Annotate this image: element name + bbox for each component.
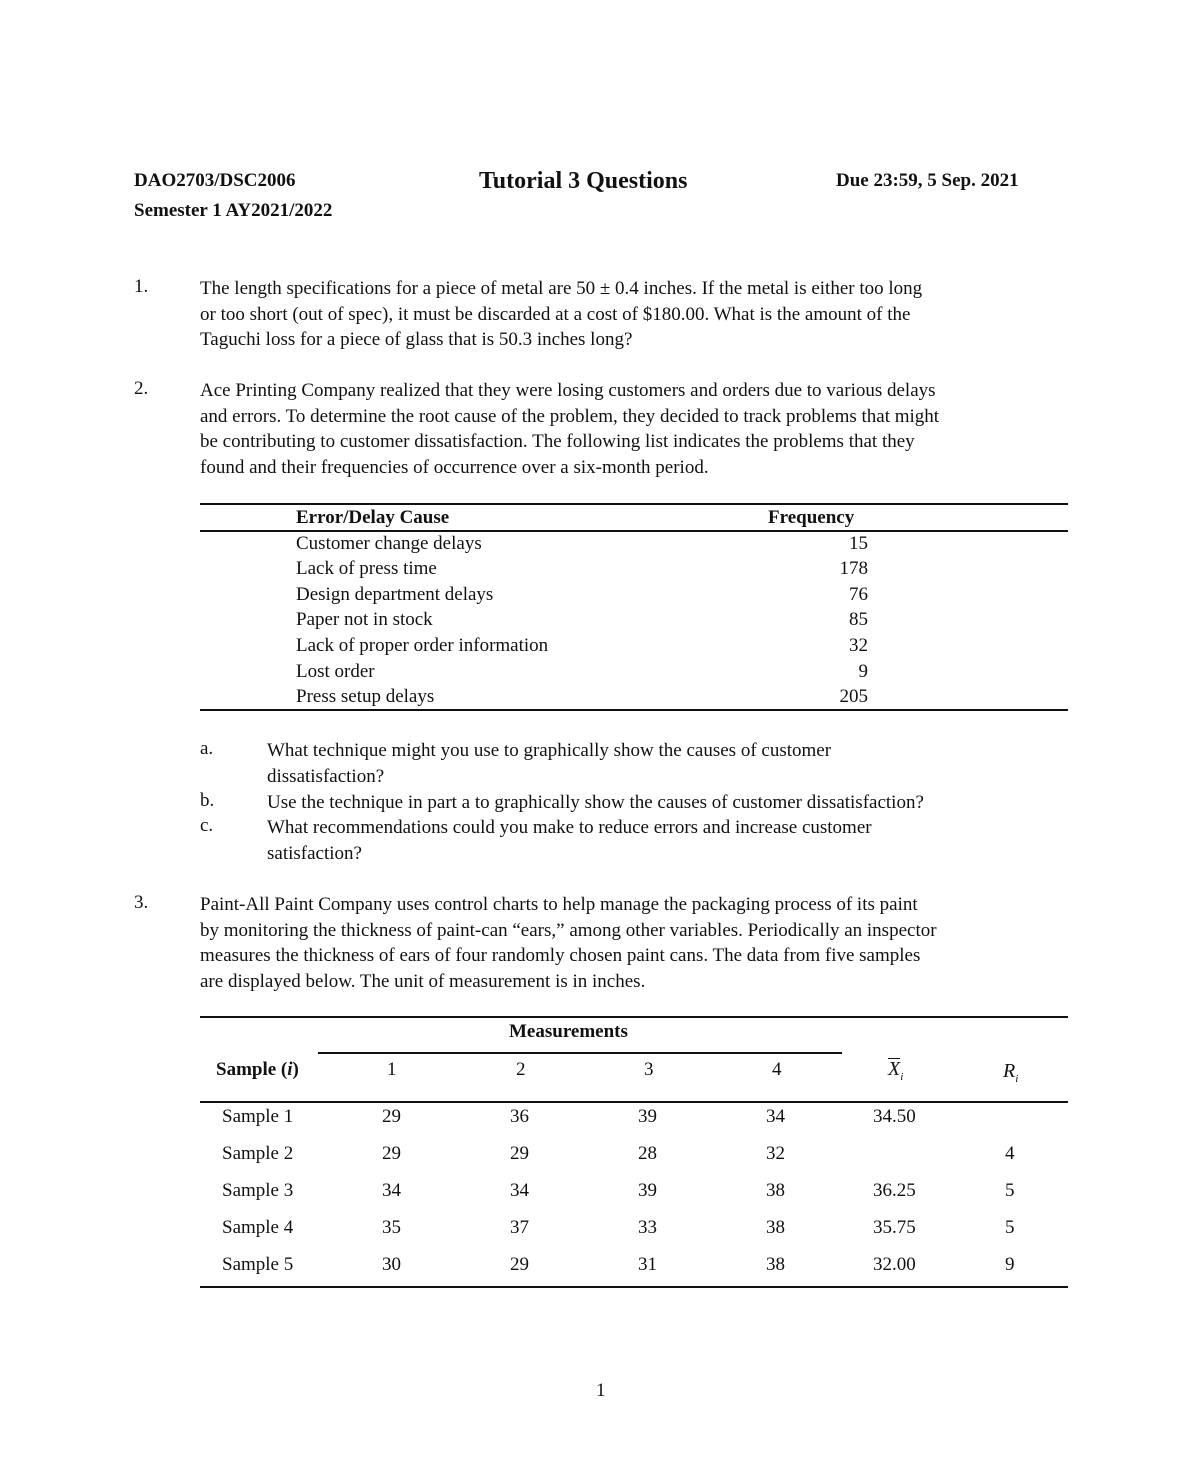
table-2-header-rule (200, 1101, 1068, 1103)
measurement-cell: 38 (766, 1180, 785, 1201)
measurement-4-header: 4 (772, 1059, 782, 1080)
range-column-header: $R_i$ (1003, 1060, 1019, 1085)
question-1-text (200, 276, 1080, 353)
measurement-cell: 31 (638, 1254, 657, 1275)
col-header-cause: Error/Delay Cause (296, 507, 450, 528)
measurements-group-rule (318, 1052, 842, 1054)
part-a-line: What technique might you use to graphically show the causes of customer (267, 740, 832, 761)
measurement-cell: 34 (766, 1106, 785, 1127)
measurement-1-header: 1 (387, 1059, 397, 1080)
table-row (296, 659, 936, 685)
part-c-text (267, 815, 1027, 866)
table-1-bottom-rule (200, 709, 1068, 711)
measurement-cell: 28 (638, 1143, 657, 1164)
part-b-text (267, 790, 1067, 816)
question-1-line: or too short (out of spec), it must be discarded at a cost of $180.00. What is the amount of the (200, 303, 911, 325)
question-3-line: are displayed below. The unit of measurement is in inches. (200, 970, 646, 992)
sample-column-header: Sample (i) (216, 1059, 299, 1080)
question-2-line: be contributing to customer dissatisfaction. The following list indicates the problems that they (200, 431, 915, 453)
table-row (296, 556, 936, 582)
table-row (200, 1180, 1068, 1217)
measurement-cell: 30 (382, 1254, 401, 1275)
part-c-letter: c. (200, 815, 214, 836)
measurement-cell: 35 (382, 1217, 401, 1238)
table-row (200, 1106, 1068, 1143)
xbar-column-header: $X_i$ (888, 1058, 904, 1083)
cause-cell: Lost order (296, 660, 375, 682)
part-c-line: satisfaction? (267, 842, 362, 864)
frequency-cell: 32 (849, 634, 868, 656)
measurement-cell: 39 (638, 1180, 657, 1201)
part-b-letter: b. (200, 790, 215, 811)
question-2-line: found and their frequencies of occurrence over a six-month period. (200, 456, 709, 478)
measurement-cell: 34 (510, 1180, 529, 1201)
question-3-line: by monitoring the thickness of paint-can “ears,” among other variables. Periodically an inspector (200, 919, 937, 941)
measurement-2-header: 2 (516, 1059, 526, 1080)
measurement-3-header: 3 (644, 1059, 654, 1080)
part-a-line: dissatisfaction? (267, 765, 385, 787)
cause-cell: Lack of proper order information (296, 634, 549, 656)
table-row (296, 633, 936, 659)
question-3-line: Paint-All Paint Company uses control charts to help manage the packaging process of its paint (200, 894, 918, 915)
question-3-line: measures the thickness of ears of four randomly chosen paint cans. The data from five samples (200, 945, 921, 967)
course-code: DAO2703/DSC2006 (134, 170, 296, 191)
measurement-cell: 37 (510, 1217, 529, 1238)
question-1-line: The length specifications for a piece of metal are 50 ± 0.4 inches. If the metal is either too long (200, 278, 923, 299)
frequency-cell: 205 (839, 686, 868, 708)
table-row (200, 1217, 1068, 1254)
measurement-cell: 38 (766, 1254, 785, 1275)
part-a-letter: a. (200, 738, 214, 759)
measurement-cell: 32 (766, 1143, 785, 1164)
measurement-cell: 34 (382, 1180, 401, 1201)
page-number: 1 (596, 1380, 606, 1401)
cause-cell: Customer change delays (296, 532, 482, 554)
part-b-line: Use the technique in part a to graphically show the causes of customer dissatisfaction? (267, 792, 924, 813)
measurements-table-body (200, 1106, 1068, 1291)
table-row (200, 1254, 1068, 1291)
measurements-group-header: Measurements (509, 1021, 628, 1042)
xbar-cell: 32.00 (873, 1254, 916, 1275)
question-2-line: Ace Printing Company realized that they were losing customers and orders due to various delays (200, 380, 936, 401)
part-c-line: What recommendations could you make to reduce errors and increase customer (267, 817, 872, 838)
xbar-cell: 34.50 (873, 1106, 916, 1127)
question-2-text (200, 378, 1080, 480)
range-cell: 5 (1005, 1180, 1015, 1201)
measurement-cell: 38 (766, 1217, 785, 1238)
table-2-top-rule (200, 1016, 1068, 1018)
page-title: Tutorial 3 Questions (479, 168, 688, 194)
sample-label: Sample 4 (222, 1217, 294, 1238)
measurement-cell: 29 (382, 1143, 401, 1164)
cause-cell: Paper not in stock (296, 609, 433, 631)
frequency-cell: 85 (849, 609, 868, 631)
measurement-cell: 33 (638, 1217, 657, 1238)
question-3-number: 3. (134, 892, 149, 913)
frequency-cell: 76 (849, 583, 868, 605)
question-3-text (200, 892, 1080, 994)
table-row (296, 607, 936, 633)
table-row (296, 531, 936, 557)
measurement-cell: 29 (382, 1106, 401, 1127)
question-2-number: 2. (134, 378, 149, 399)
frequency-cell: 178 (839, 558, 868, 580)
sample-label: Sample 1 (222, 1106, 294, 1127)
cause-cell: Press setup delays (296, 686, 435, 708)
range-cell: 9 (1005, 1254, 1015, 1275)
sample-label: Sample 2 (222, 1143, 294, 1164)
semester-label: Semester 1 AY2021/2022 (134, 200, 333, 221)
measurement-cell: 29 (510, 1143, 529, 1164)
question-2-line: and errors. To determine the root cause of the problem, they decided to track problems that might (200, 405, 940, 427)
sample-label: Sample 3 (222, 1180, 294, 1201)
question-1-number: 1. (134, 276, 149, 297)
due-date: Due 23:59, 5 Sep. 2021 (836, 170, 1019, 191)
xbar-cell: 35.75 (873, 1217, 916, 1238)
xbar-cell: 36.25 (873, 1180, 916, 1201)
sample-label: Sample 5 (222, 1254, 294, 1275)
measurement-cell: 39 (638, 1106, 657, 1127)
question-1-line: Taguchi loss for a piece of glass that is 50.3 inches long? (200, 329, 633, 351)
measurement-cell: 36 (510, 1106, 529, 1127)
table-row (296, 684, 936, 710)
table-row (200, 1143, 1068, 1180)
table-row (296, 582, 936, 608)
measurement-cell: 29 (510, 1254, 529, 1275)
frequency-cell: 9 (858, 660, 868, 682)
range-cell: 4 (1005, 1143, 1015, 1164)
cause-cell: Design department delays (296, 583, 494, 605)
col-header-frequency: Frequency (768, 507, 855, 528)
cause-cell: Lack of press time (296, 558, 437, 580)
part-a-text (267, 738, 1027, 789)
frequency-cell: 15 (849, 532, 868, 554)
range-cell: 5 (1005, 1217, 1015, 1238)
error-delay-table (296, 505, 936, 710)
